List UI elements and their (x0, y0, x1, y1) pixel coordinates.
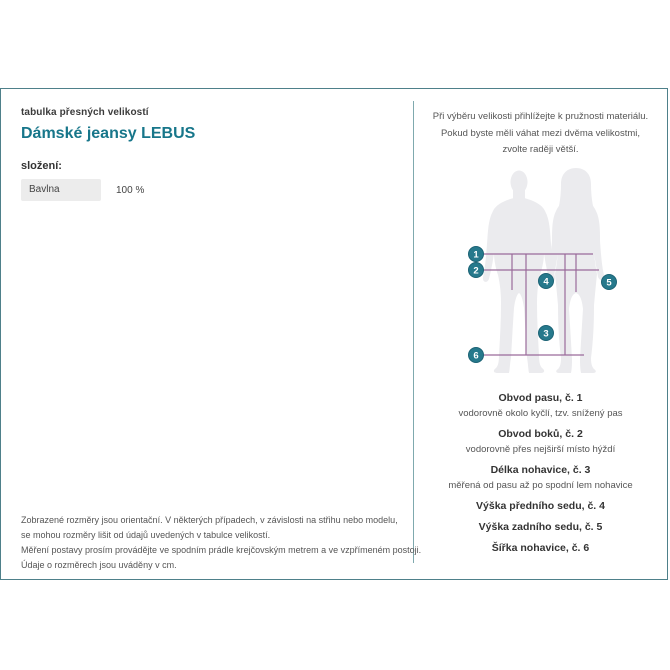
disclaimer-line: Měření postavy prosím provádějte ve spodním prádle krejčovským metrem a ve vzpřímeném postoji. (21, 545, 422, 555)
disclaimer-line: Údaje o rozměrech jsou uváděny v cm. (21, 560, 177, 570)
measurement-item (414, 427, 667, 457)
svg-text:4: 4 (542, 276, 549, 287)
measurement-item (414, 391, 667, 421)
svg-text:2: 2 (472, 265, 479, 276)
measurement-diagram (416, 162, 666, 377)
marker-6 (468, 347, 483, 362)
marker-4 (538, 273, 553, 288)
measurement-title: Výška předního sedu, č. 4 (476, 499, 605, 512)
measurement-title: Obvod pasu, č. 1 (498, 391, 583, 404)
svg-text:3: 3 (542, 328, 549, 339)
composition-row (21, 179, 413, 201)
measurement-description: vodorovně okolo kyčlí, tzv. snížený pas (458, 407, 623, 419)
material-percentage: 100 % (116, 184, 145, 196)
marker-3 (538, 325, 553, 340)
marker-5 (601, 274, 616, 289)
fit-advice-line: Při výběru velikosti přihlížejte k pružnosti materiálu. (432, 111, 649, 122)
fit-advice-line: Pokud byste měli váhat mezi dvěma velikostmi, (440, 127, 641, 139)
svg-text:1: 1 (472, 249, 479, 260)
disclaimer-text (21, 513, 421, 573)
size-chart-panel (0, 88, 668, 580)
measurement-title: Délka nohavice, č. 3 (490, 463, 591, 476)
material-cell: Bavlna (21, 179, 101, 201)
marker-2 (468, 262, 483, 277)
disclaimer-line: Zobrazené rozměry jsou orientační. V některých případech, v závislosti na střihu nebo modelu, (21, 515, 398, 525)
page-subtitle: tabulka přesných velikostí (21, 107, 149, 118)
measurement-description: měřená od pasu až po spodní lem nohavice (448, 479, 633, 491)
measurement-item (414, 520, 667, 535)
composition-label: složení: (21, 160, 62, 172)
fit-advice-text (414, 109, 667, 159)
measurement-title: Obvod boků, č. 2 (498, 427, 583, 440)
male-silhouette-figure (482, 170, 554, 373)
measurement-title: Výška zadního sedu, č. 5 (478, 520, 603, 533)
disclaimer-line: se mohou rozměry lišit od údajů uvedených v tabulce velikostí. (21, 530, 271, 540)
product-info-column (1, 89, 422, 579)
measurement-description: vodorovně přes nejširší místo hýždí (465, 443, 616, 455)
measurement-item (414, 463, 667, 493)
size-guide-column (414, 89, 667, 579)
page-title: Dámské jeansy LEBUS (21, 125, 196, 142)
svg-text:5: 5 (605, 277, 612, 288)
fit-advice-line: zvolte raději větší. (502, 144, 579, 155)
marker-1 (468, 246, 483, 261)
svg-text:6: 6 (472, 350, 479, 361)
measurement-title: Šířka nohavice, č. 6 (491, 541, 590, 554)
measurement-legend (414, 391, 667, 556)
measurement-item (414, 499, 667, 514)
measurement-item (414, 541, 667, 556)
